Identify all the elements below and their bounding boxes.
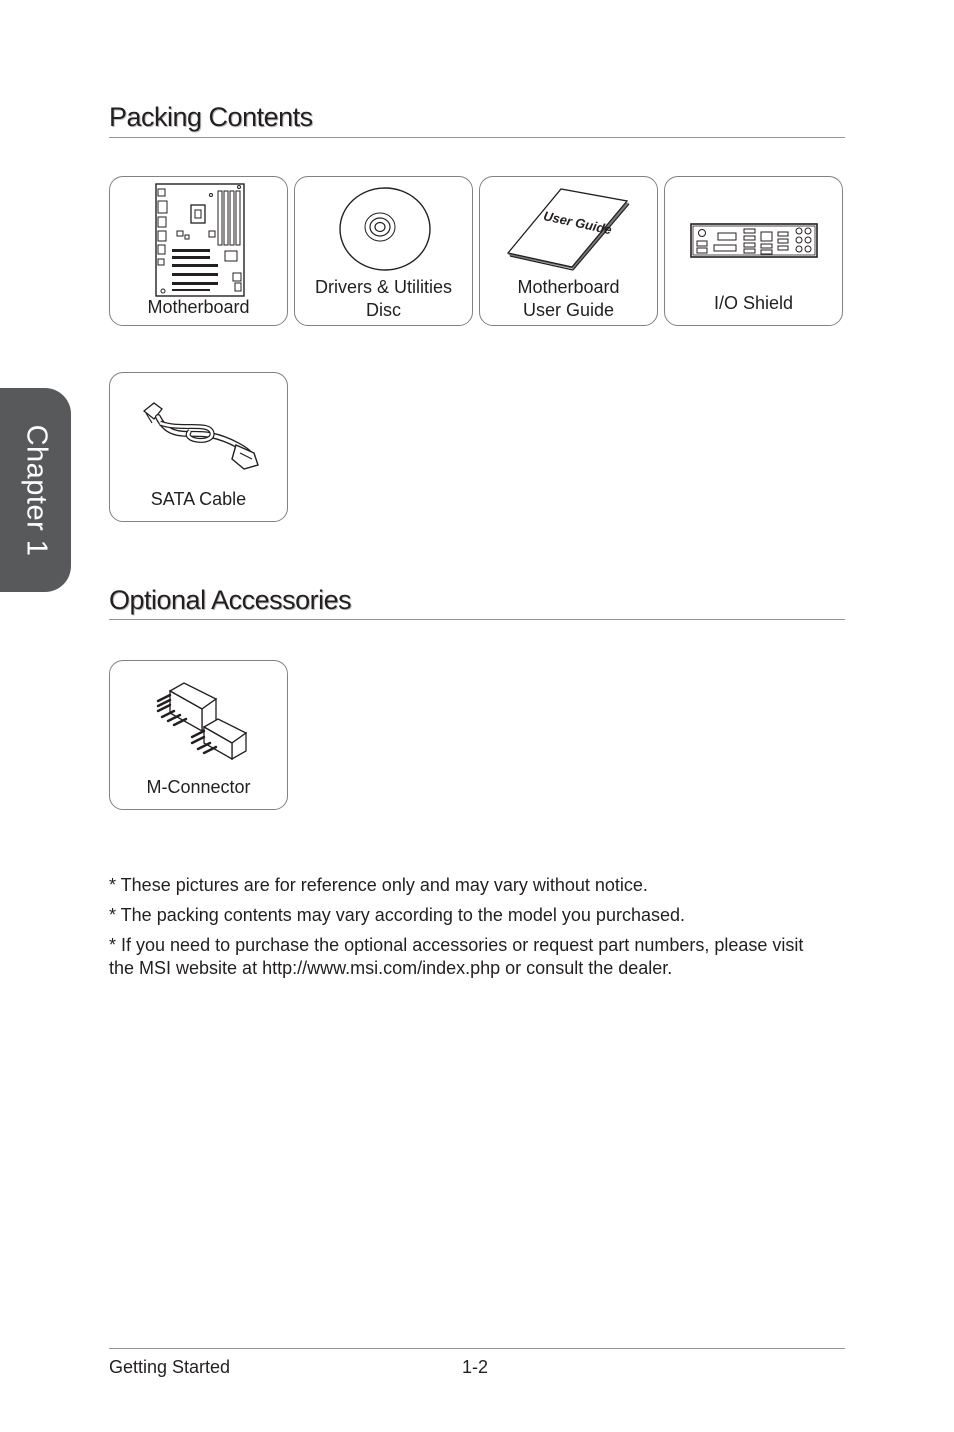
user-guide-icon-text: User Guide: [542, 208, 614, 238]
packing-item-disc: [294, 176, 473, 326]
section-rule: [109, 619, 845, 620]
optional-item-m-connector: [109, 660, 288, 810]
packing-item-motherboard: [109, 176, 288, 326]
page-number: 1-2: [462, 1357, 489, 1377]
chapter-tab: [0, 388, 71, 592]
note-reference-only: * These pictures are for reference only and may vary without notice.: [109, 875, 648, 895]
chapter-tab-label: Chapter 1: [20, 424, 53, 556]
motherboard-icon: [155, 183, 247, 297]
section-rule: [109, 137, 845, 138]
packing-item-sata-cable: [109, 372, 288, 522]
item-label: Drivers & Utilities Disc: [314, 277, 452, 320]
note-contents-vary: * The packing contents may vary according to the model you purchased.: [109, 905, 685, 925]
note-purchase-accessories: * If you need to purchase the optional accessories or request part numbers, please visit the MSI website at http://www.msi.com/index.php or consult the dealer.: [109, 935, 804, 978]
footer-section: Getting Started: [109, 1357, 231, 1377]
user-guide-icon: [505, 187, 635, 271]
packing-item-user-guide: [479, 176, 658, 326]
item-label: Motherboard: [147, 297, 250, 317]
sata-cable-icon: [140, 401, 262, 473]
disc-icon: [338, 185, 432, 273]
m-connector-icon: [154, 681, 250, 761]
footer-rule: [109, 1348, 845, 1349]
packing-item-io-shield: [664, 176, 843, 326]
item-label: Motherboard User Guide: [517, 277, 620, 320]
io-shield-icon: [690, 223, 818, 259]
packing-contents-title: Packing Contents: [109, 102, 313, 132]
item-label: SATA Cable: [150, 489, 247, 509]
item-label: I/O Shield: [713, 293, 794, 313]
optional-accessories-title: Optional Accessories: [109, 585, 352, 615]
item-label: M-Connector: [146, 777, 251, 797]
